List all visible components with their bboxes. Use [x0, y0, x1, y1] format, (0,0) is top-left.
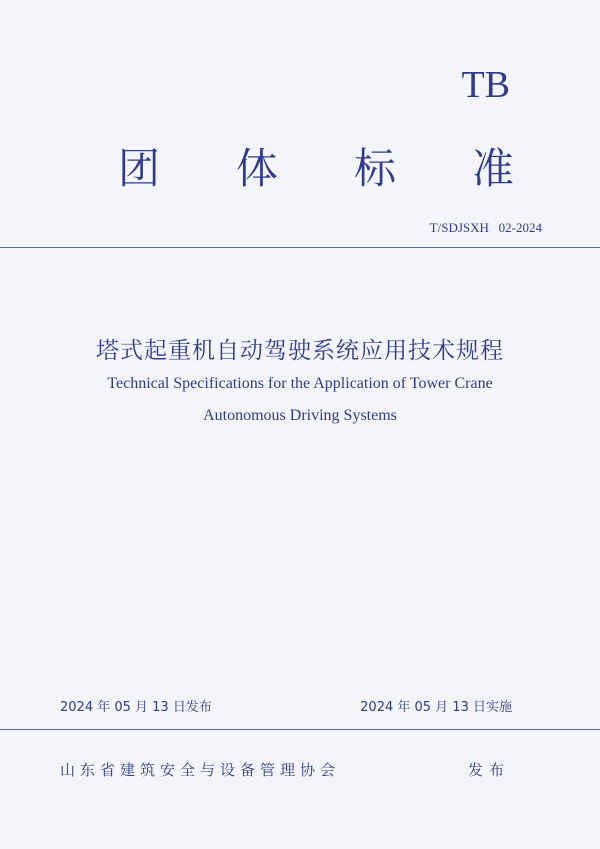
document-title-chinese: 塔式起重机自动驾驶系统应用技术规程 — [96, 338, 504, 364]
publish-label: 发布 — [467, 761, 510, 779]
group-title-char: 准 — [471, 144, 514, 193]
standard-number: T/SDJSXH 02-2024 — [429, 220, 542, 235]
implementation-date: 2024 年 05 月 13 日实施 — [360, 700, 512, 715]
category-code: TB — [461, 64, 510, 106]
group-title-char: 团 — [118, 144, 161, 193]
issue-date: 2024 年 05 月 13 日发布 — [60, 700, 212, 715]
group-standard-title — [118, 144, 514, 193]
document-title-english-line2: Autonomous Driving Systems — [203, 407, 397, 424]
group-title-char: 标 — [353, 144, 396, 193]
bottom-divider — [0, 729, 600, 730]
document-title-english-line1: Technical Specifications for the Application of Tower Crane — [107, 375, 493, 392]
group-title-char: 体 — [235, 144, 278, 193]
publisher-name: 山东省建筑安全与设备管理协会 — [60, 761, 341, 779]
top-divider — [0, 247, 600, 248]
